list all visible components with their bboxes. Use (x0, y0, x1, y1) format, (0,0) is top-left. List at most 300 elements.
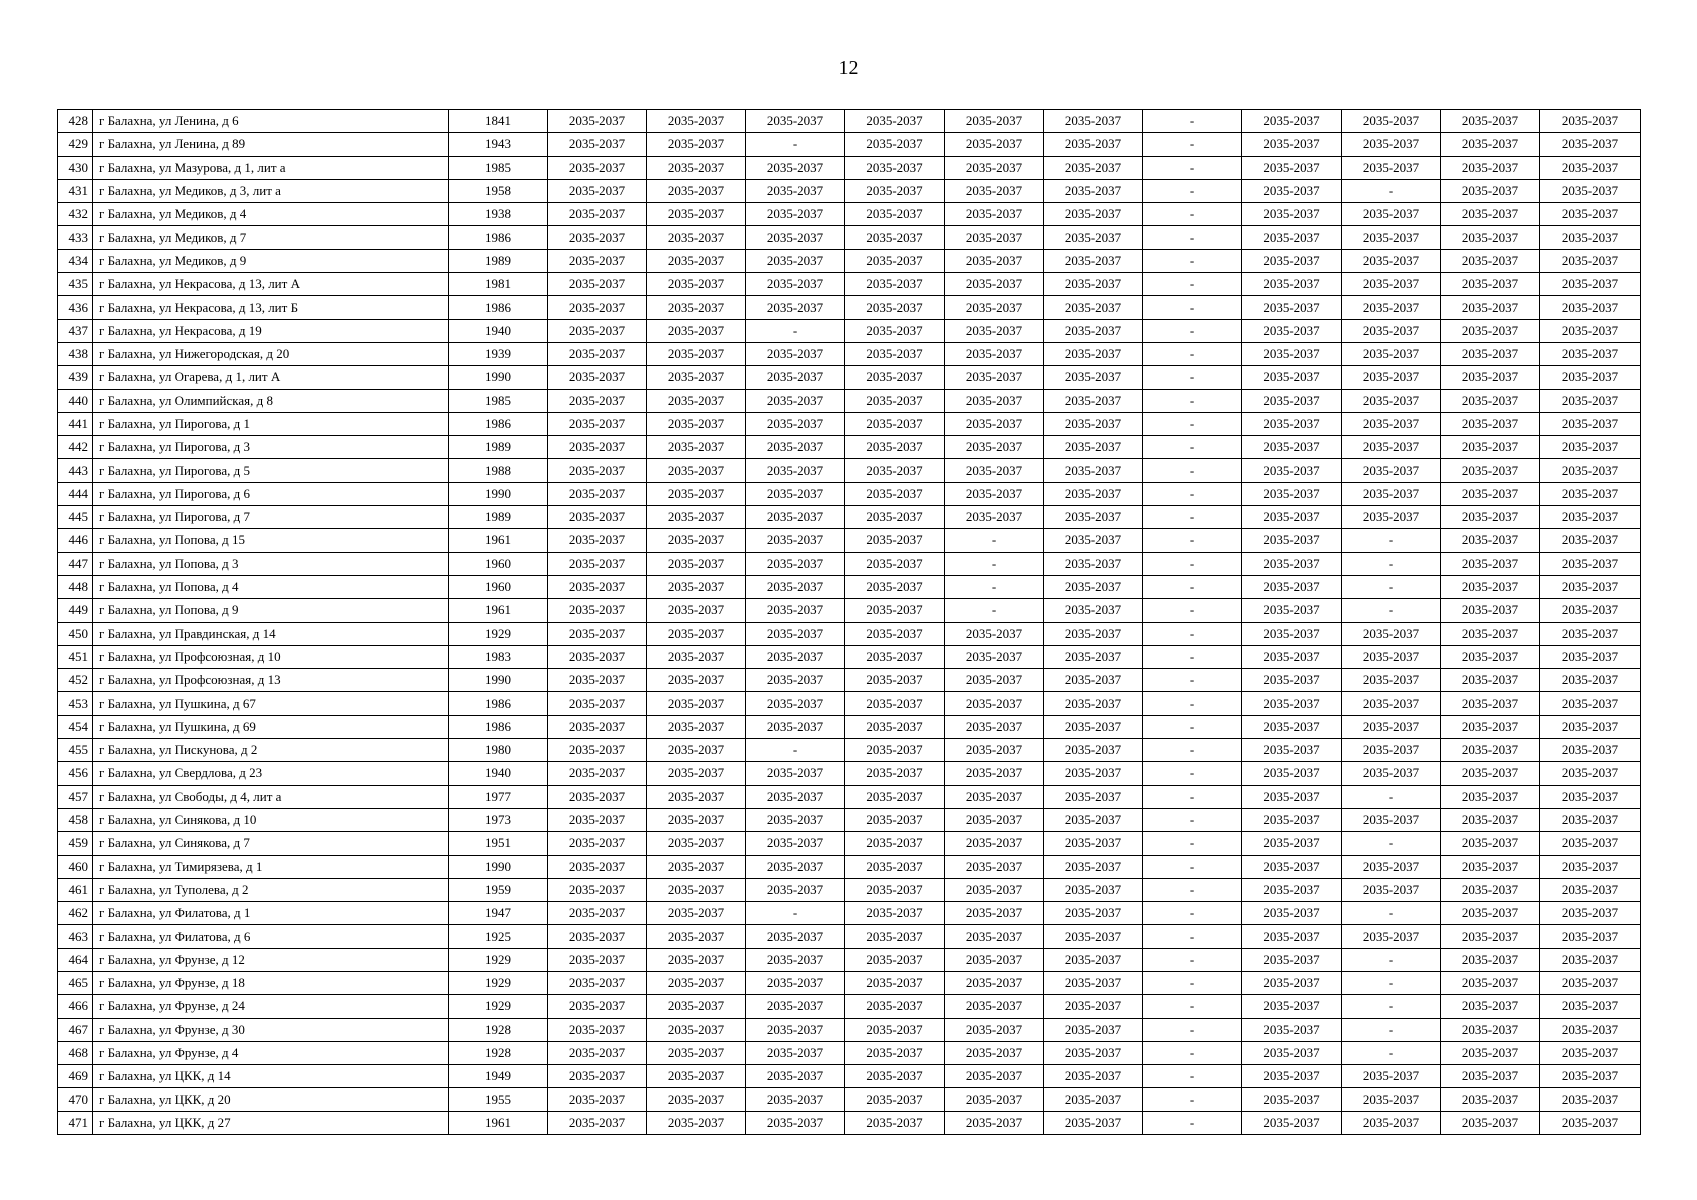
cell-period-9: 2035-2037 (1342, 482, 1441, 505)
cell-period-1: 2035-2037 (548, 529, 647, 552)
table-row (58, 366, 1641, 389)
cell-period-9: 2035-2037 (1342, 739, 1441, 762)
table-row (58, 133, 1641, 156)
cell-period-5: 2035-2037 (945, 110, 1044, 133)
cell-period-4: 2035-2037 (845, 832, 945, 855)
cell-period-5: 2035-2037 (945, 482, 1044, 505)
cell-period-9: 2035-2037 (1342, 342, 1441, 365)
cell-build-year: 1986 (449, 296, 548, 319)
cell-period-9: 2035-2037 (1342, 226, 1441, 249)
cell-period-1: 2035-2037 (548, 762, 647, 785)
cell-period-9: - (1342, 832, 1441, 855)
cell-period-5: 2035-2037 (945, 506, 1044, 529)
cell-period-4: 2035-2037 (845, 1111, 945, 1134)
cell-period-10: 2035-2037 (1441, 808, 1540, 831)
table-row (58, 1111, 1641, 1134)
cell-period-2: 2035-2037 (647, 878, 746, 901)
cell-period-5: - (945, 552, 1044, 575)
cell-period-9: - (1342, 995, 1441, 1018)
table-row (58, 855, 1641, 878)
cell-period-11: 2035-2037 (1540, 342, 1641, 365)
cell-period-2: 2035-2037 (647, 389, 746, 412)
cell-period-10: 2035-2037 (1441, 762, 1540, 785)
cell-period-9: 2035-2037 (1342, 762, 1441, 785)
cell-address: г Балахна, ул Попова, д 4 (93, 575, 449, 598)
cell-period-7: - (1143, 342, 1242, 365)
cell-period-8: 2035-2037 (1242, 785, 1342, 808)
cell-period-7: - (1143, 110, 1242, 133)
cell-build-year: 1990 (449, 855, 548, 878)
cell-period-5: 2035-2037 (945, 319, 1044, 342)
cell-period-10: 2035-2037 (1441, 575, 1540, 598)
cell-row-number: 436 (58, 296, 93, 319)
cell-period-11: 2035-2037 (1540, 529, 1641, 552)
cell-period-8: 2035-2037 (1242, 1041, 1342, 1064)
cell-period-4: 2035-2037 (845, 296, 945, 319)
cell-period-10: 2035-2037 (1441, 319, 1540, 342)
cell-period-3: 2035-2037 (746, 482, 845, 505)
cell-period-2: 2035-2037 (647, 296, 746, 319)
cell-period-6: 2035-2037 (1044, 948, 1143, 971)
cell-build-year: 1961 (449, 1111, 548, 1134)
cell-period-6: 2035-2037 (1044, 715, 1143, 738)
cell-period-4: 2035-2037 (845, 459, 945, 482)
cell-period-7: - (1143, 645, 1242, 668)
cell-period-2: 2035-2037 (647, 203, 746, 226)
cell-period-1: 2035-2037 (548, 669, 647, 692)
cell-period-10: 2035-2037 (1441, 273, 1540, 296)
cell-period-5: 2035-2037 (945, 1018, 1044, 1041)
cell-address: г Балахна, ул Пушкина, д 69 (93, 715, 449, 738)
cell-period-7: - (1143, 412, 1242, 435)
cell-period-6: 2035-2037 (1044, 436, 1143, 459)
cell-period-11: 2035-2037 (1540, 878, 1641, 901)
table-row (58, 1018, 1641, 1041)
cell-period-9: 2035-2037 (1342, 459, 1441, 482)
cell-period-8: 2035-2037 (1242, 506, 1342, 529)
cell-period-4: 2035-2037 (845, 739, 945, 762)
cell-period-1: 2035-2037 (548, 342, 647, 365)
cell-period-9: 2035-2037 (1342, 203, 1441, 226)
cell-period-11: 2035-2037 (1540, 855, 1641, 878)
cell-period-4: 2035-2037 (845, 575, 945, 598)
cell-period-2: 2035-2037 (647, 739, 746, 762)
cell-period-9: - (1342, 971, 1441, 994)
cell-build-year: 1986 (449, 412, 548, 435)
table-row (58, 412, 1641, 435)
cell-period-5: 2035-2037 (945, 808, 1044, 831)
cell-period-8: 2035-2037 (1242, 762, 1342, 785)
cell-period-8: 2035-2037 (1242, 575, 1342, 598)
cell-period-6: 2035-2037 (1044, 599, 1143, 622)
cell-period-11: 2035-2037 (1540, 645, 1641, 668)
cell-period-1: 2035-2037 (548, 482, 647, 505)
cell-period-4: 2035-2037 (845, 226, 945, 249)
cell-period-2: 2035-2037 (647, 645, 746, 668)
cell-row-number: 440 (58, 389, 93, 412)
cell-period-11: 2035-2037 (1540, 785, 1641, 808)
cell-period-10: 2035-2037 (1441, 1065, 1540, 1088)
cell-build-year: 1990 (449, 482, 548, 505)
cell-period-4: 2035-2037 (845, 482, 945, 505)
cell-period-5: 2035-2037 (945, 1041, 1044, 1064)
cell-period-6: 2035-2037 (1044, 762, 1143, 785)
cell-build-year: 1986 (449, 715, 548, 738)
cell-period-6: 2035-2037 (1044, 1111, 1143, 1134)
cell-period-7: - (1143, 179, 1242, 202)
cell-period-7: - (1143, 296, 1242, 319)
cell-period-2: 2035-2037 (647, 1041, 746, 1064)
table-row (58, 1041, 1641, 1064)
cell-period-7: - (1143, 808, 1242, 831)
cell-period-3: 2035-2037 (746, 459, 845, 482)
cell-period-9: - (1342, 529, 1441, 552)
cell-period-9: 2035-2037 (1342, 878, 1441, 901)
cell-period-5: 2035-2037 (945, 273, 1044, 296)
cell-period-3: 2035-2037 (746, 436, 845, 459)
cell-period-6: 2035-2037 (1044, 156, 1143, 179)
cell-period-9: 2035-2037 (1342, 669, 1441, 692)
cell-build-year: 1973 (449, 808, 548, 831)
cell-period-9: - (1342, 575, 1441, 598)
cell-period-7: - (1143, 1065, 1242, 1088)
cell-period-9: 2035-2037 (1342, 692, 1441, 715)
cell-period-10: 2035-2037 (1441, 878, 1540, 901)
cell-build-year: 1990 (449, 669, 548, 692)
cell-build-year: 1990 (449, 366, 548, 389)
cell-period-11: 2035-2037 (1540, 249, 1641, 272)
table-row (58, 1088, 1641, 1111)
cell-address: г Балахна, ул Фрунзе, д 12 (93, 948, 449, 971)
table-row (58, 249, 1641, 272)
cell-period-4: 2035-2037 (845, 412, 945, 435)
cell-period-3: 2035-2037 (746, 203, 845, 226)
cell-period-10: 2035-2037 (1441, 1088, 1540, 1111)
cell-period-10: 2035-2037 (1441, 785, 1540, 808)
cell-period-7: - (1143, 156, 1242, 179)
cell-period-1: 2035-2037 (548, 1088, 647, 1111)
cell-period-6: 2035-2037 (1044, 575, 1143, 598)
cell-period-2: 2035-2037 (647, 133, 746, 156)
cell-period-8: 2035-2037 (1242, 529, 1342, 552)
cell-period-10: 2035-2037 (1441, 832, 1540, 855)
cell-period-9: 2035-2037 (1342, 506, 1441, 529)
cell-row-number: 471 (58, 1111, 93, 1134)
cell-period-11: 2035-2037 (1540, 319, 1641, 342)
table-row (58, 948, 1641, 971)
cell-period-1: 2035-2037 (548, 412, 647, 435)
cell-period-8: 2035-2037 (1242, 482, 1342, 505)
cell-period-9: 2035-2037 (1342, 412, 1441, 435)
cell-row-number: 464 (58, 948, 93, 971)
table-row (58, 552, 1641, 575)
cell-period-8: 2035-2037 (1242, 925, 1342, 948)
cell-period-2: 2035-2037 (647, 1065, 746, 1088)
cell-period-8: 2035-2037 (1242, 808, 1342, 831)
cell-period-5: - (945, 529, 1044, 552)
cell-period-3: 2035-2037 (746, 762, 845, 785)
cell-period-11: 2035-2037 (1540, 296, 1641, 319)
cell-period-1: 2035-2037 (548, 622, 647, 645)
cell-row-number: 451 (58, 645, 93, 668)
cell-address: г Балахна, ул Попова, д 15 (93, 529, 449, 552)
cell-period-4: 2035-2037 (845, 436, 945, 459)
cell-build-year: 1961 (449, 529, 548, 552)
cell-row-number: 430 (58, 156, 93, 179)
cell-period-4: 2035-2037 (845, 342, 945, 365)
cell-address: г Балахна, ул ЦКК, д 14 (93, 1065, 449, 1088)
cell-period-1: 2035-2037 (548, 249, 647, 272)
cell-period-4: 2035-2037 (845, 925, 945, 948)
cell-period-7: - (1143, 785, 1242, 808)
cell-period-7: - (1143, 599, 1242, 622)
cell-period-5: 2035-2037 (945, 249, 1044, 272)
table-row (58, 459, 1641, 482)
cell-period-8: 2035-2037 (1242, 948, 1342, 971)
cell-row-number: 432 (58, 203, 93, 226)
cell-period-11: 2035-2037 (1540, 995, 1641, 1018)
cell-period-2: 2035-2037 (647, 459, 746, 482)
cell-period-8: 2035-2037 (1242, 692, 1342, 715)
cell-row-number: 444 (58, 482, 93, 505)
cell-period-6: 2035-2037 (1044, 855, 1143, 878)
cell-period-2: 2035-2037 (647, 599, 746, 622)
cell-period-1: 2035-2037 (548, 366, 647, 389)
cell-period-4: 2035-2037 (845, 1088, 945, 1111)
cell-period-11: 2035-2037 (1540, 156, 1641, 179)
cell-period-8: 2035-2037 (1242, 156, 1342, 179)
cell-period-1: 2035-2037 (548, 1065, 647, 1088)
table-row (58, 715, 1641, 738)
cell-period-7: - (1143, 622, 1242, 645)
cell-period-1: 2035-2037 (548, 133, 647, 156)
cell-address: г Балахна, ул Попова, д 3 (93, 552, 449, 575)
cell-period-6: 2035-2037 (1044, 226, 1143, 249)
cell-period-7: - (1143, 855, 1242, 878)
table-row (58, 878, 1641, 901)
cell-period-10: 2035-2037 (1441, 971, 1540, 994)
cell-period-11: 2035-2037 (1540, 506, 1641, 529)
cell-period-7: - (1143, 203, 1242, 226)
cell-period-9: 2035-2037 (1342, 133, 1441, 156)
table-row (58, 110, 1641, 133)
cell-period-3: 2035-2037 (746, 622, 845, 645)
cell-period-4: 2035-2037 (845, 203, 945, 226)
cell-period-8: 2035-2037 (1242, 1065, 1342, 1088)
cell-period-6: 2035-2037 (1044, 669, 1143, 692)
cell-build-year: 1958 (449, 179, 548, 202)
cell-period-3: 2035-2037 (746, 1111, 845, 1134)
cell-period-7: - (1143, 692, 1242, 715)
cell-period-7: - (1143, 575, 1242, 598)
cell-build-year: 1939 (449, 342, 548, 365)
cell-period-3: 2035-2037 (746, 412, 845, 435)
cell-period-3: 2035-2037 (746, 1088, 845, 1111)
cell-row-number: 461 (58, 878, 93, 901)
cell-address: г Балахна, ул ЦКК, д 20 (93, 1088, 449, 1111)
cell-period-5: 2035-2037 (945, 715, 1044, 738)
cell-period-6: 2035-2037 (1044, 296, 1143, 319)
cell-period-3: - (746, 319, 845, 342)
cell-build-year: 1989 (449, 506, 548, 529)
cell-period-11: 2035-2037 (1540, 739, 1641, 762)
cell-period-8: 2035-2037 (1242, 273, 1342, 296)
cell-period-4: 2035-2037 (845, 529, 945, 552)
cell-period-6: 2035-2037 (1044, 366, 1143, 389)
cell-period-9: - (1342, 785, 1441, 808)
cell-period-1: 2035-2037 (548, 575, 647, 598)
cell-address: г Балахна, ул Свободы, д 4, лит а (93, 785, 449, 808)
cell-row-number: 455 (58, 739, 93, 762)
table-row (58, 226, 1641, 249)
cell-period-6: 2035-2037 (1044, 529, 1143, 552)
cell-period-10: 2035-2037 (1441, 529, 1540, 552)
cell-period-7: - (1143, 878, 1242, 901)
cell-period-5: 2035-2037 (945, 156, 1044, 179)
cell-period-11: 2035-2037 (1540, 1065, 1641, 1088)
table-row (58, 273, 1641, 296)
cell-period-7: - (1143, 1088, 1242, 1111)
cell-period-8: 2035-2037 (1242, 971, 1342, 994)
cell-period-1: 2035-2037 (548, 785, 647, 808)
cell-address: г Балахна, ул Пирогова, д 5 (93, 459, 449, 482)
cell-period-7: - (1143, 832, 1242, 855)
cell-period-2: 2035-2037 (647, 249, 746, 272)
cell-period-3: 2035-2037 (746, 296, 845, 319)
cell-period-9: - (1342, 1018, 1441, 1041)
cell-period-1: 2035-2037 (548, 506, 647, 529)
cell-period-10: 2035-2037 (1441, 482, 1540, 505)
cell-period-10: 2035-2037 (1441, 902, 1540, 925)
cell-period-7: - (1143, 1018, 1242, 1041)
cell-period-1: 2035-2037 (548, 459, 647, 482)
cell-build-year: 1925 (449, 925, 548, 948)
cell-build-year: 1988 (449, 459, 548, 482)
cell-row-number: 448 (58, 575, 93, 598)
cell-period-10: 2035-2037 (1441, 156, 1540, 179)
cell-period-9: 2035-2037 (1342, 366, 1441, 389)
cell-period-9: 2035-2037 (1342, 855, 1441, 878)
cell-period-2: 2035-2037 (647, 948, 746, 971)
cell-period-8: 2035-2037 (1242, 855, 1342, 878)
table-row (58, 342, 1641, 365)
cell-period-11: 2035-2037 (1540, 1088, 1641, 1111)
cell-address: г Балахна, ул Филатова, д 1 (93, 902, 449, 925)
cell-period-8: 2035-2037 (1242, 226, 1342, 249)
cell-period-9: 2035-2037 (1342, 808, 1441, 831)
cell-period-7: - (1143, 459, 1242, 482)
cell-period-3: 2035-2037 (746, 366, 845, 389)
cell-period-10: 2035-2037 (1441, 249, 1540, 272)
cell-row-number: 468 (58, 1041, 93, 1064)
cell-address: г Балахна, ул Некрасова, д 19 (93, 319, 449, 342)
cell-row-number: 434 (58, 249, 93, 272)
cell-period-8: 2035-2037 (1242, 296, 1342, 319)
cell-period-3: 2035-2037 (746, 156, 845, 179)
cell-build-year: 1980 (449, 739, 548, 762)
cell-period-2: 2035-2037 (647, 366, 746, 389)
cell-period-7: - (1143, 506, 1242, 529)
cell-period-11: 2035-2037 (1540, 110, 1641, 133)
cell-period-9: - (1342, 1041, 1441, 1064)
cell-period-1: 2035-2037 (548, 832, 647, 855)
cell-period-11: 2035-2037 (1540, 669, 1641, 692)
cell-period-9: 2035-2037 (1342, 1065, 1441, 1088)
cell-build-year: 1951 (449, 832, 548, 855)
cell-period-8: 2035-2037 (1242, 319, 1342, 342)
cell-period-6: 2035-2037 (1044, 133, 1143, 156)
cell-period-5: 2035-2037 (945, 669, 1044, 692)
cell-period-7: - (1143, 1041, 1242, 1064)
cell-period-11: 2035-2037 (1540, 692, 1641, 715)
cell-period-2: 2035-2037 (647, 762, 746, 785)
table-row (58, 669, 1641, 692)
cell-period-6: 2035-2037 (1044, 506, 1143, 529)
cell-period-1: 2035-2037 (548, 156, 647, 179)
cell-period-2: 2035-2037 (647, 995, 746, 1018)
cell-period-3: - (746, 739, 845, 762)
cell-period-4: 2035-2037 (845, 319, 945, 342)
cell-row-number: 465 (58, 971, 93, 994)
cell-period-7: - (1143, 971, 1242, 994)
cell-period-8: 2035-2037 (1242, 995, 1342, 1018)
cell-period-2: 2035-2037 (647, 412, 746, 435)
cell-period-3: 2035-2037 (746, 1065, 845, 1088)
cell-period-7: - (1143, 925, 1242, 948)
cell-period-9: 2035-2037 (1342, 925, 1441, 948)
cell-period-5: 2035-2037 (945, 645, 1044, 668)
cell-period-5: 2035-2037 (945, 1065, 1044, 1088)
cell-address: г Балахна, ул Синякова, д 7 (93, 832, 449, 855)
cell-row-number: 456 (58, 762, 93, 785)
cell-period-11: 2035-2037 (1540, 1018, 1641, 1041)
cell-period-2: 2035-2037 (647, 832, 746, 855)
cell-build-year: 1960 (449, 575, 548, 598)
cell-period-11: 2035-2037 (1540, 482, 1641, 505)
cell-build-year: 1983 (449, 645, 548, 668)
cell-period-9: - (1342, 552, 1441, 575)
cell-build-year: 1989 (449, 436, 548, 459)
cell-period-8: 2035-2037 (1242, 459, 1342, 482)
cell-period-1: 2035-2037 (548, 110, 647, 133)
cell-period-1: 2035-2037 (548, 902, 647, 925)
cell-period-8: 2035-2037 (1242, 412, 1342, 435)
cell-period-9: - (1342, 599, 1441, 622)
cell-period-7: - (1143, 249, 1242, 272)
cell-row-number: 442 (58, 436, 93, 459)
cell-period-2: 2035-2037 (647, 506, 746, 529)
table-row (58, 762, 1641, 785)
cell-period-6: 2035-2037 (1044, 925, 1143, 948)
cell-address: г Балахна, ул Пискунова, д 2 (93, 739, 449, 762)
cell-period-6: 2035-2037 (1044, 808, 1143, 831)
cell-period-7: - (1143, 319, 1242, 342)
cell-period-3: 2035-2037 (746, 529, 845, 552)
cell-address: г Балахна, ул Медиков, д 7 (93, 226, 449, 249)
cell-build-year: 1985 (449, 156, 548, 179)
cell-period-6: 2035-2037 (1044, 342, 1143, 365)
cell-period-2: 2035-2037 (647, 156, 746, 179)
cell-period-7: - (1143, 552, 1242, 575)
cell-period-2: 2035-2037 (647, 226, 746, 249)
cell-period-6: 2035-2037 (1044, 692, 1143, 715)
cell-period-9: - (1342, 902, 1441, 925)
cell-period-5: 2035-2037 (945, 296, 1044, 319)
cell-period-5: 2035-2037 (945, 739, 1044, 762)
cell-period-8: 2035-2037 (1242, 878, 1342, 901)
cell-period-4: 2035-2037 (845, 1065, 945, 1088)
cell-period-3: 2035-2037 (746, 342, 845, 365)
